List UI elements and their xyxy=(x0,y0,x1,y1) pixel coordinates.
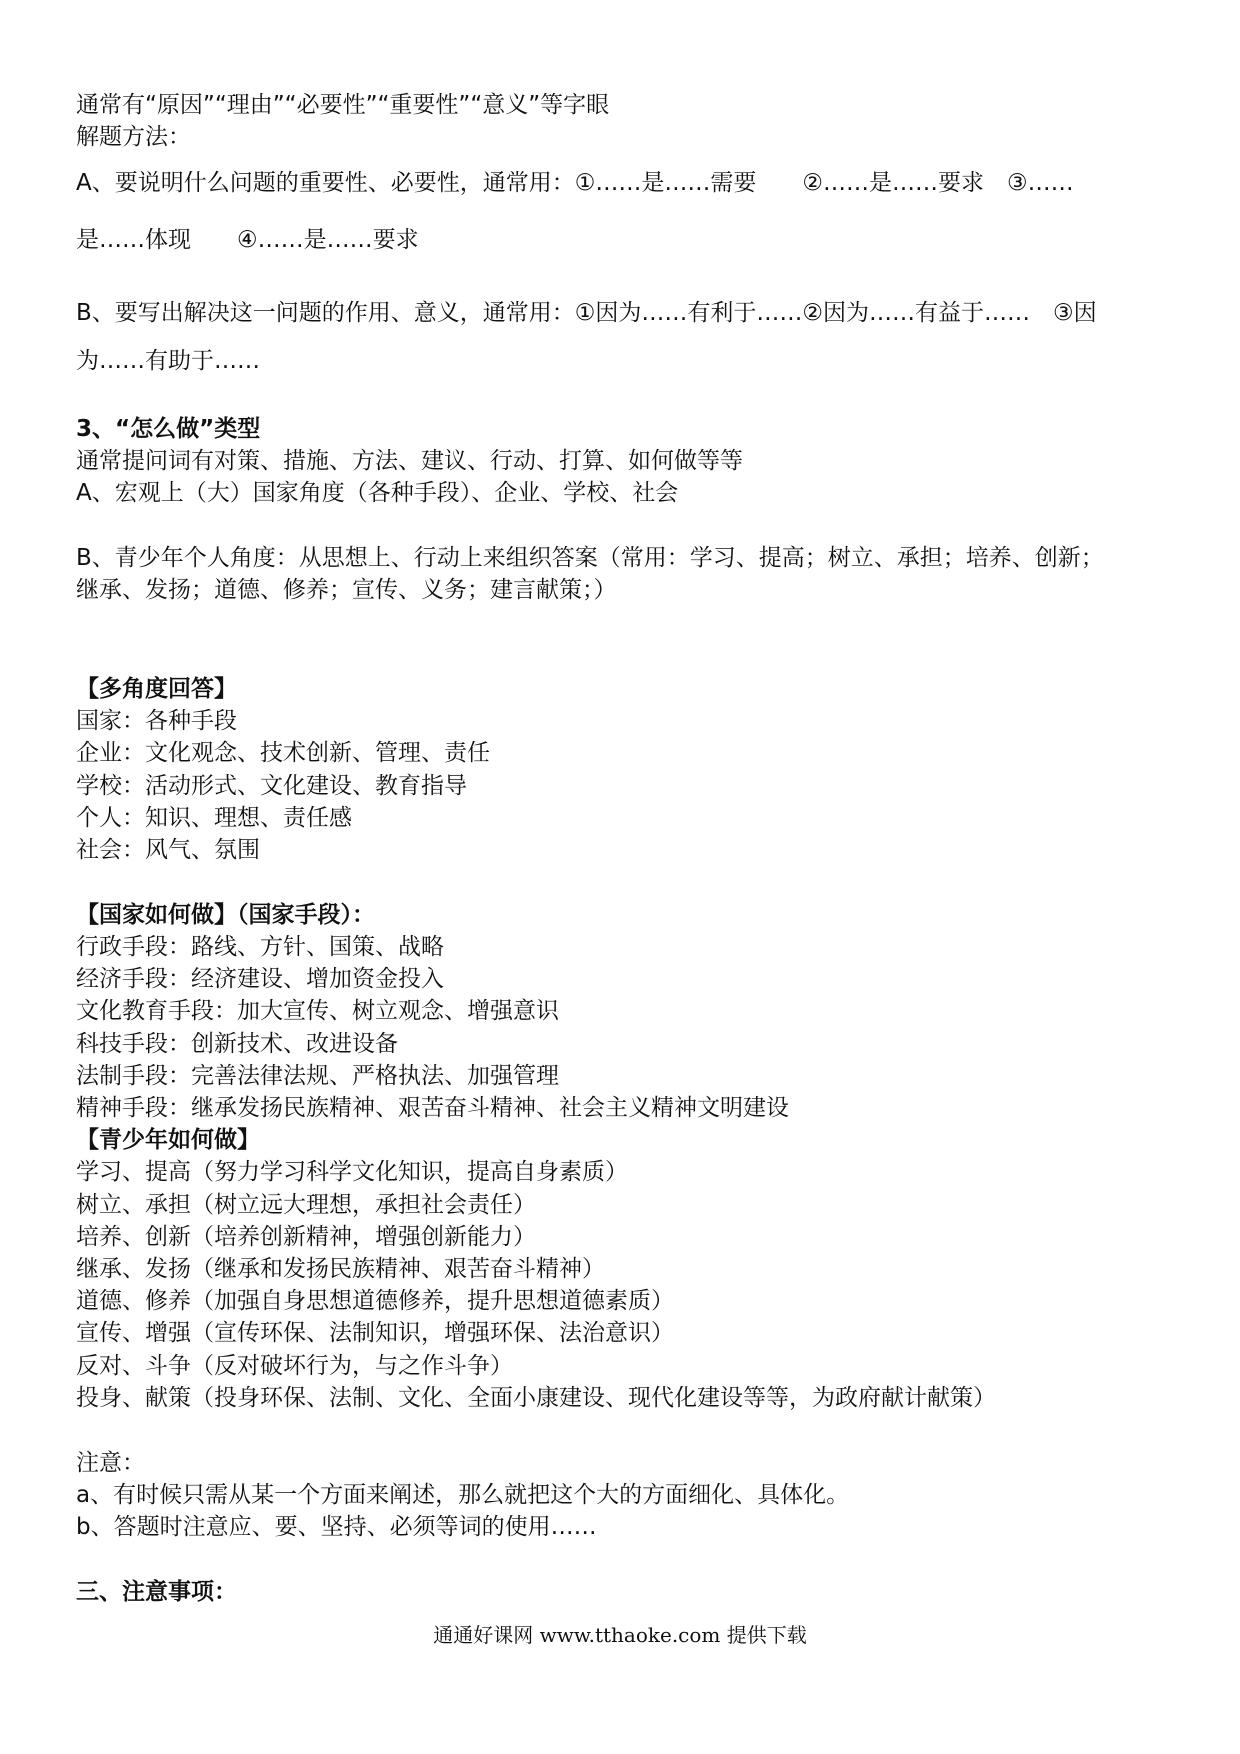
youth-item: 反对、斗争（反对破坏行为，与之作斗争） xyxy=(76,1353,513,1379)
how-type-a-line: A、宏观上（大）国家角度（各种手段）、企业、学校、社会 xyxy=(76,480,679,506)
note-item: b、答题时注意应、要、坚持、必须等词的使用…… xyxy=(76,1514,597,1540)
youth-item: 树立、承担（树立远大理想，承担社会责任） xyxy=(76,1192,536,1218)
why-a-line-2: 是……体现 ④……是……要求 xyxy=(76,227,419,253)
why-b-line-1: B、要写出解决这一问题的作用、意义，通常用：①因为……有利于……②因为……有益于…… ③因 xyxy=(76,300,1097,326)
state-means-item: 行政手段：路线、方针、国策、战略 xyxy=(76,934,444,960)
multi-angle-item: 国家：各种手段 xyxy=(76,708,237,734)
multi-angle-item: 社会：风气、氛围 xyxy=(76,837,260,863)
notes-heading: 注意： xyxy=(76,1450,145,1476)
youth-item: 宣传、增强（宣传环保、法制知识，增强环保、法治意识） xyxy=(76,1320,674,1346)
youth-item: 继承、发扬（继承和发扬民族精神、艰苦奋斗精神） xyxy=(76,1256,605,1282)
method-label: 解题方法： xyxy=(76,124,191,150)
how-type-intro: 通常提问词有对策、措施、方法、建议、行动、打算、如何做等等 xyxy=(76,448,743,474)
state-means-item: 精神手段：继承发扬民族精神、艰苦奋斗精神、社会主义精神文明建设 xyxy=(76,1095,789,1121)
how-type-b-line-1: B、青少年个人角度：从思想上、行动上来组织答案（常用：学习、提高；树立、承担；培养、创新； xyxy=(76,545,1104,571)
youth-item: 培养、创新（培养创新精神，增强创新能力） xyxy=(76,1224,536,1250)
youth-heading: 【青少年如何做】 xyxy=(76,1127,260,1153)
why-a-line-1: A、要说明什么问题的重要性、必要性，通常用：①……是……需要 ②……是……要求 ③…… xyxy=(76,170,1074,196)
keywords-line: 通常有“原因”“理由”“必要性”“重要性”“意义”等字眼 xyxy=(76,92,610,118)
note-item: a、有时候只需从某一个方面来阐述，那么就把这个大的方面细化、具体化。 xyxy=(76,1482,850,1508)
youth-item: 学习、提高（努力学习科学文化知识，提高自身素质） xyxy=(76,1159,628,1185)
youth-item: 投身、献策（投身环保、法制、文化、全面小康建设、现代化建设等等，为政府献计献策） xyxy=(76,1385,996,1411)
state-means-item: 法制手段：完善法律法规、严格执法、加强管理 xyxy=(76,1063,559,1089)
state-means-item: 文化教育手段：加大宣传、树立观念、增强意识 xyxy=(76,998,559,1024)
state-means-item: 科技手段：创新技术、改进设备 xyxy=(76,1031,398,1057)
how-type-heading: 3、“怎么做”类型 xyxy=(76,416,261,442)
state-means-item: 经济手段：经济建设、增加资金投入 xyxy=(76,966,444,992)
multi-angle-item: 个人：知识、理想、责任感 xyxy=(76,805,352,831)
why-b-line-2: 为……有助于…… xyxy=(76,348,260,374)
multi-angle-heading: 【多角度回答】 xyxy=(76,676,237,702)
section-3-heading: 三、注意事项： xyxy=(76,1579,237,1605)
how-type-b-line-2: 继承、发扬；道德、修养；宣传、义务；建言献策；） xyxy=(76,577,617,603)
footer-source-note: 通通好课网 www.tthaoke.com 提供下载 xyxy=(433,1623,807,1647)
state-means-heading: 【国家如何做】（国家手段）： xyxy=(76,902,375,928)
multi-angle-item: 学校：活动形式、文化建设、教育指导 xyxy=(76,773,467,799)
multi-angle-item: 企业：文化观念、技术创新、管理、责任 xyxy=(76,740,490,766)
youth-item: 道德、修养（加强自身思想道德修养，提升思想道德素质） xyxy=(76,1288,674,1314)
